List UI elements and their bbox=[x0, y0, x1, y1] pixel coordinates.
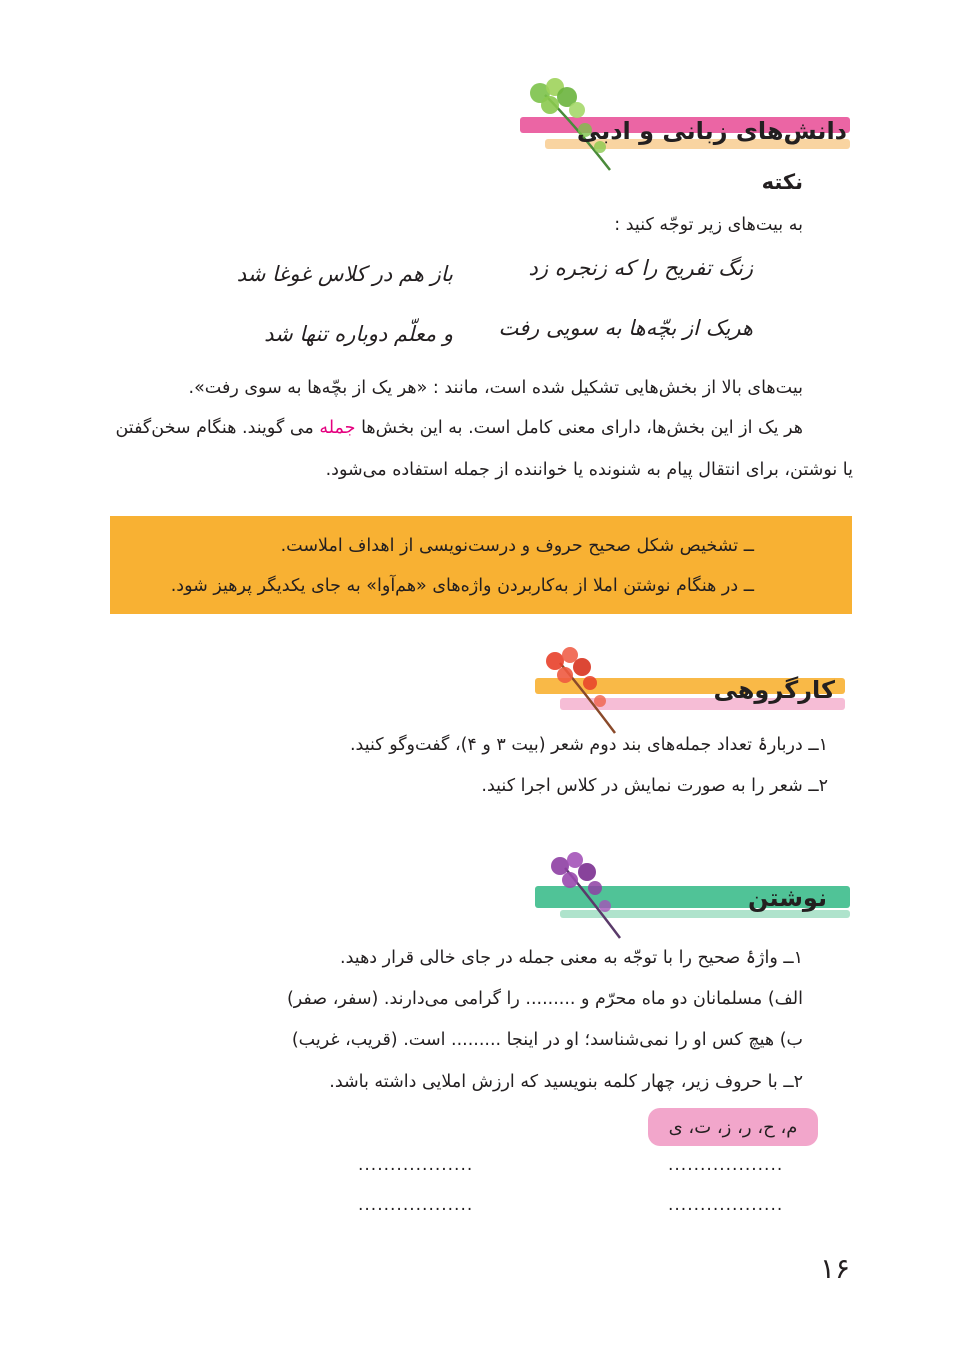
paragraph-line-3: یا نوشتن، برای انتقال پیام به شنونده یا خواننده از جمله استفاده می‌شود. bbox=[325, 460, 853, 480]
answer-blank-4[interactable]: .................. bbox=[358, 1195, 474, 1215]
verse-1-right: زنگ تفریح را که زنجره زد bbox=[528, 256, 753, 280]
note-subtitle: نکته bbox=[761, 170, 803, 194]
paragraph-line-2-end: می گویند. هنگام سخن‌گفتن bbox=[115, 418, 314, 438]
answer-blank-2[interactable]: .................. bbox=[358, 1155, 474, 1175]
writing-item-alef: الف) مسلمانان دو ماه محرّم و ......... را گرامی می‌دارند. (سفر، صفر) bbox=[286, 989, 803, 1009]
group-section-banner bbox=[520, 638, 850, 738]
red-plant-icon bbox=[530, 643, 640, 738]
group-item-1: ۱ــ دربارۂ تعداد جمله‌های بند دوم شعر (بیت ۳ و ۴)، گفت‌وگو کنید. bbox=[349, 735, 828, 755]
group-section-title: کارگروهی bbox=[713, 676, 835, 704]
writing-section-title: نوشتن bbox=[747, 884, 827, 912]
writing-item-2: ۲ــ با حروف زیر، چهار کلمه بنویسید که ارزش املایی داشته باشد. bbox=[329, 1072, 803, 1092]
answer-blank-3[interactable]: .................. bbox=[668, 1195, 784, 1215]
purple-plant-icon bbox=[535, 848, 645, 943]
page-number: ۱۶ bbox=[820, 1252, 851, 1285]
notice-line-2: ــ در هنگام نوشتن املا از به‌کاربردن واژه‌های «هم‌آوا» به جای یکدیگر پرهیز شود. bbox=[170, 576, 754, 596]
writing-section-banner bbox=[520, 848, 855, 943]
verse-1-left: باز هم در کلاس غوغا شد bbox=[236, 262, 453, 286]
notice-box bbox=[110, 516, 852, 614]
letters-badge: م، ح، ر، ز، ت، ی bbox=[648, 1108, 818, 1146]
paragraph-line-2 bbox=[115, 413, 803, 443]
paragraph-line-2-start: هر یک از این بخش‌ها، دارای معنی کامل است. به این بخش‌ها bbox=[361, 418, 803, 438]
verse-2-left: و معلّم دوباره تنها شد bbox=[264, 322, 453, 346]
writing-item-1: ۱ــ واژۂ صحیح را با توجّه به معنی جمله در جای خالی قرار دهید. bbox=[340, 948, 803, 968]
verse-2-right: هریک از بچّه‌ها به سویی رفت bbox=[498, 316, 753, 340]
language-section-title: دانش‌های زبانی و ادبی bbox=[576, 117, 847, 145]
verses-intro: به بیت‌های زیر توجّه کنید : bbox=[614, 215, 803, 235]
language-section-banner bbox=[505, 75, 855, 185]
keyword-jomle: جمله bbox=[319, 418, 356, 438]
paragraph-line-1: بیت‌های بالا از بخش‌هایی تشکیل شده است، مانند : «هر یک از بچّه‌ها به سوی رفت». bbox=[188, 378, 803, 398]
writing-item-be: ب) هیچ کس او را نمی‌شناسد؛ او در اینجا ......... است. (قریب، غریب) bbox=[291, 1030, 803, 1050]
notice-line-1: ــ تشخیص شکل صحیح حروف و درست‌نویسی از اهداف املاست. bbox=[280, 536, 754, 556]
answer-blank-1[interactable]: .................. bbox=[668, 1155, 784, 1175]
group-item-2: ۲ــ شعر را به صورت نمایش در کلاس اجرا کنید. bbox=[481, 776, 828, 796]
